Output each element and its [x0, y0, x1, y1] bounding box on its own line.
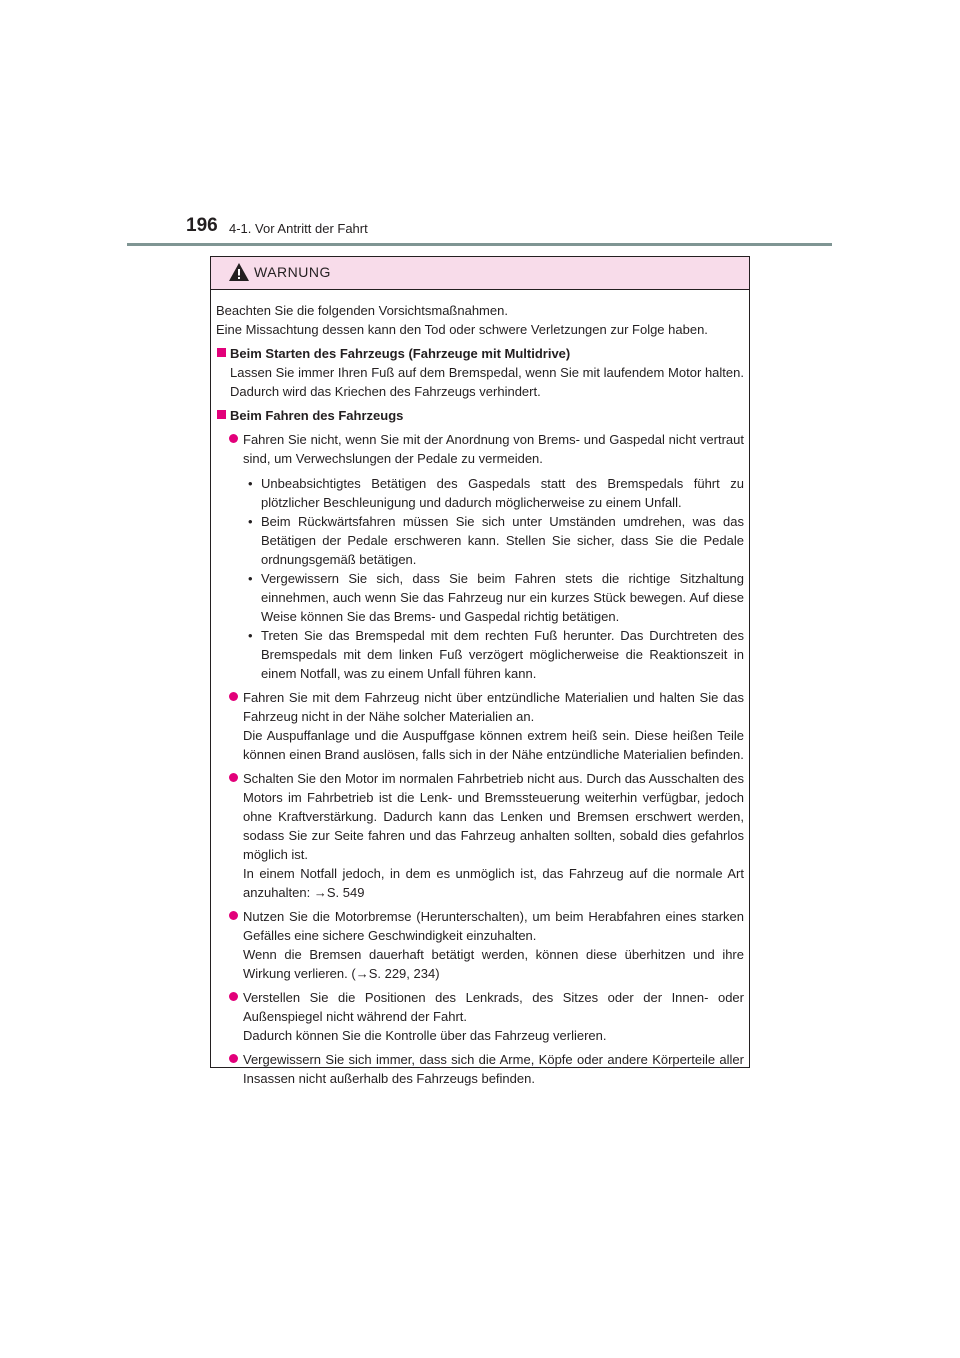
- bullet-item: [216, 430, 744, 468]
- bullet-text: Nutzen Sie die Motorbremse (Herunterschalten), um beim Herabfahren eines starken Gefälles eine sichere Geschwindigkeit einzuhalten.: [243, 909, 744, 943]
- sub-item-text: Beim Rückwärtsfahren müssen Sie sich unter Umständen umdrehen, was das Betätigen der Pedale erschweren kann. Stellen Sie sicher, dass Sie die Pedale ordnungsgemäß betätigen.: [261, 514, 744, 567]
- sub-list: [216, 474, 744, 683]
- square-bullet-icon: [217, 348, 226, 357]
- intro-line: Eine Missachtung dessen kann den Tod oder schwere Verletzungen zur Folge haben.: [216, 322, 708, 337]
- dot-marker-icon: •: [248, 476, 253, 491]
- page-number: 196: [186, 215, 218, 236]
- bullet-item: [216, 988, 744, 1045]
- sub-item-text: Treten Sie das Bremspedal mit dem rechten Fuß herunter. Das Durchtreten des Bremspedals mit dem linken Fuß verzögert möglicherweise die Reaktionszeit in einem Notfall, was zu einem Unfall führen kann.: [261, 628, 744, 681]
- warning-header: [211, 257, 749, 290]
- dot-marker-icon: •: [248, 628, 253, 643]
- bullet-item: [216, 688, 744, 764]
- circle-bullet-icon: [229, 773, 238, 782]
- circle-bullet-icon: [229, 692, 238, 701]
- bullet-text: Schalten Sie den Motor im normalen Fahrbetrieb nicht aus. Durch das Ausschalten des Motors im Fahrbetrieb ist die Lenk- und Bremssteuerung weiterhin verfügbar, jedoch ohne Kraftverstärkung. Dadurch kann das Lenken und Bremsen erschwert werden, sodass Sie zur Seite fahren und das Fahrzeug anhalten sollten, sobald dies gefahrlos möglich ist.: [243, 771, 744, 862]
- bullet-text: Verstellen Sie die Positionen des Lenkrads, des Sitzes oder der Innen- oder Außenspiegel nicht während der Fahrt.: [243, 990, 744, 1024]
- bullet-text: Vergewissern Sie sich immer, dass sich die Arme, Köpfe oder andere Körperteile aller Insassen nicht außerhalb des Fahrzeugs befinden.: [243, 1052, 744, 1086]
- bullet-text: Die Auspuffanlage und die Auspuffgase können extrem heiß sein. Diese heißen Teile können einen Brand auslösen, falls sich in der Nähe entzündliche Materialien befinden.: [243, 728, 744, 762]
- dot-marker-icon: •: [248, 514, 253, 529]
- bullet-item: [216, 1050, 744, 1088]
- bullet-item: [216, 907, 744, 983]
- sub-item-text: Unbeabsichtigtes Betätigen des Gaspedals statt des Bremspedals führt zu plötzlicher Beschleunigung und dadurch möglicherweise zu einem Unfall.: [261, 476, 744, 510]
- warning-box: [210, 256, 750, 1086]
- bullet-item: [216, 769, 744, 902]
- bullet-text: Dadurch können Sie die Kontrolle über das Fahrzeug verlieren.: [243, 1028, 607, 1043]
- section-text-starting: Lassen Sie immer Ihren Fuß auf dem Bremspedal, wenn Sie mit laufendem Motor halten. Dadurch wird das Kriechen des Fahrzeugs verhindert.: [230, 365, 744, 399]
- bullet-text: Fahren Sie nicht, wenn Sie mit der Anordnung von Brems- und Gaspedal nicht vertraut sind, um Verwechslungen der Pedale zu vermeiden.: [243, 432, 744, 466]
- circle-bullet-icon: [229, 911, 238, 920]
- warning-body: [216, 301, 744, 1088]
- sub-list-item: [216, 512, 744, 569]
- warning-triangle-icon: [228, 262, 250, 282]
- bullet-text: Wenn die Bremsen dauerhaft betätigt werden, können diese überhitzen und ihre Wirkung verlieren. (→S. 229, 234): [243, 947, 744, 981]
- bullet-text: Fahren Sie mit dem Fahrzeug nicht über entzündliche Materialien und halten Sie das Fahrzeug nicht in der Nähe solcher Materialien an.: [243, 690, 744, 724]
- bullet-text: In einem Notfall jedoch, in dem es unmöglich ist, das Fahrzeug auf die normale Art anzuhalten: →S. 549: [243, 866, 744, 900]
- section-heading-starting: [216, 344, 744, 363]
- warning-intro: [216, 301, 744, 339]
- circle-bullet-icon: [229, 1054, 238, 1063]
- sub-list-item: [216, 474, 744, 512]
- dot-marker-icon: •: [248, 571, 253, 586]
- sub-item-text: Vergewissern Sie sich, dass Sie beim Fahren stets die richtige Sitzhaltung einnehmen, auch wenn Sie das Fahrzeug nur ein kurzes Stück bewegen. Auf diese Weise können Sie das Brems- und Gaspedal richtig betätigen.: [261, 571, 744, 624]
- circle-bullet-icon: [229, 992, 238, 1001]
- sub-list-item: [216, 569, 744, 626]
- square-bullet-icon: [217, 410, 226, 419]
- sub-list-item: [216, 626, 744, 683]
- header-divider: [127, 243, 832, 246]
- intro-line: Beachten Sie die folgenden Vorsichtsmaßnahmen.: [216, 303, 508, 318]
- heading-text: Beim Starten des Fahrzeugs (Fahrzeuge mit Multidrive): [230, 346, 571, 361]
- section-title: 4-1. Vor Antritt der Fahrt: [229, 221, 368, 236]
- section-heading-driving: [216, 406, 744, 425]
- page-header: [186, 215, 826, 245]
- warning-label: WARNUNG: [254, 264, 331, 280]
- circle-bullet-icon: [229, 434, 238, 443]
- heading-text: Beim Fahren des Fahrzeugs: [230, 408, 404, 423]
